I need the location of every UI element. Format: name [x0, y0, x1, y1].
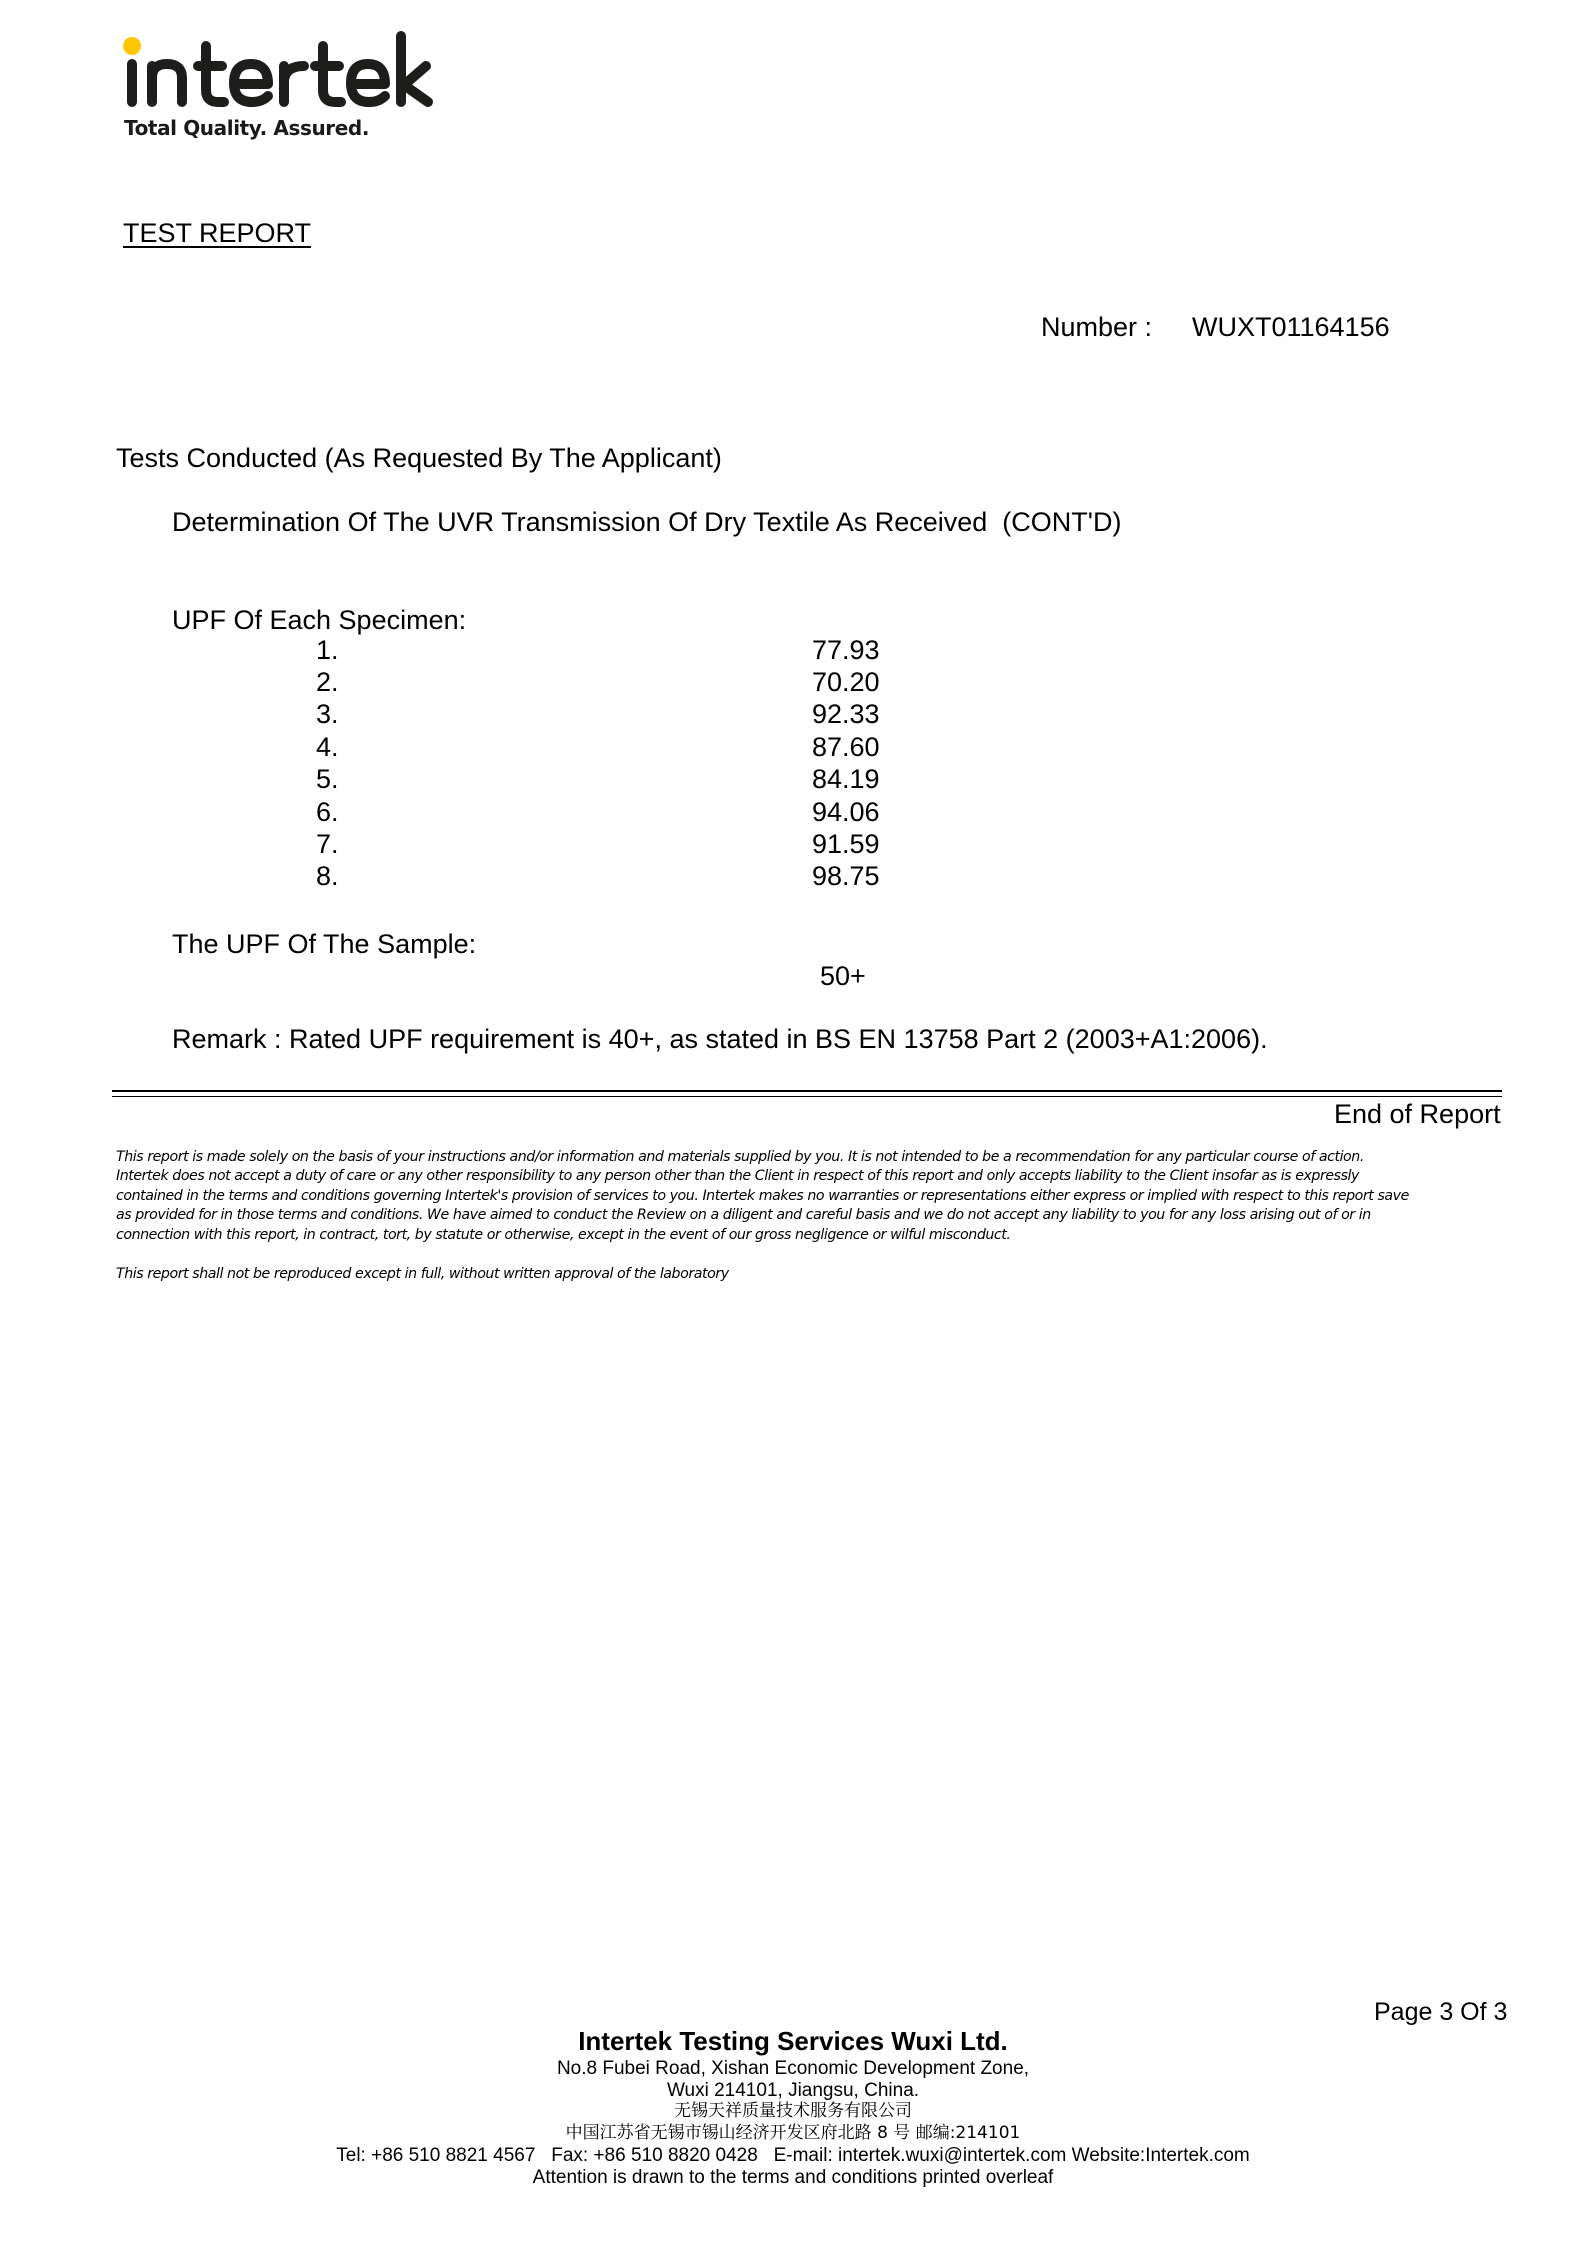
- specimen-index: 2.: [316, 667, 339, 697]
- specimen-upf-value: 87.60: [812, 732, 880, 762]
- disclaimer-line: Intertek does not accept a duty of care or any other responsibility to any person other than the Client in respect of this report and only accepts liability to the Client insofar as is expressly: [116, 1168, 1359, 1185]
- specimen-upf-value: 94.06: [812, 797, 880, 827]
- specimen-upf-value: 98.75: [812, 861, 880, 891]
- disclaimer-line: This report is made solely on the basis of your instructions and/or information and materials supplied by you. It is not intended to be a recommendation for any particular course of action.: [116, 1149, 1364, 1165]
- test-method-title: Determination Of The UVR Transmission Of Dry Textile As Received (CONT'D): [172, 507, 1122, 537]
- reproduction-notice: This report shall not be reproduced except in full, without written approval of the laboratory: [116, 1266, 729, 1282]
- disclaimer-line: connection with this report, in contract, tort, by statute or otherwise, except in the event of our gross negligence or wilful misconduct.: [116, 1226, 1011, 1243]
- specimen-index: 3.: [316, 699, 339, 729]
- disclaimer-line: as provided for in those terms and conditions. We have aimed to conduct the Review on a diligent and careful basis and we do not accept any liability to you for any loss arising out of or in: [116, 1207, 1371, 1224]
- specimen-upf-value: 84.19: [812, 764, 880, 794]
- disclaimer-paragraph: [116, 1148, 1409, 1245]
- divider-rule: [112, 1090, 1502, 1092]
- report-number-value: WUXT01164156: [1192, 312, 1390, 342]
- sample-upf-heading: The UPF Of The Sample:: [172, 929, 477, 959]
- footer-address-line: Wuxi 214101, Jiangsu, China.: [666, 2080, 920, 2101]
- report-number-label: Number :: [1041, 312, 1153, 342]
- footer-company-name: Intertek Testing Services Wuxi Ltd.: [578, 2026, 1008, 2056]
- specimen-index: 8.: [316, 861, 339, 891]
- footer-company-name-cn: 无锡天祥质量技术服务有限公司: [674, 2101, 912, 2121]
- logo-tagline: Total Quality. Assured.: [124, 116, 370, 140]
- specimen-upf-value: 91.59: [812, 829, 880, 859]
- specimen-index: 4.: [316, 732, 339, 762]
- report-title: TEST REPORT: [123, 218, 312, 248]
- specimen-index: 6.: [316, 797, 339, 827]
- footer-notice: Attention is drawn to the terms and conditions printed overleaf: [532, 2167, 1054, 2188]
- specimen-upf-value: 70.20: [812, 667, 880, 697]
- sample-upf-value: 50+: [820, 961, 866, 991]
- tests-conducted-heading: Tests Conducted (As Requested By The Applicant): [116, 443, 722, 473]
- logo-dot-icon: [123, 37, 141, 55]
- divider-rule: [112, 1096, 1502, 1097]
- footer-address-line: No.8 Fubei Road, Xishan Economic Development Zone,: [556, 2058, 1030, 2079]
- intertek-logo: [120, 28, 438, 110]
- end-of-report-label: End of Report: [1334, 1099, 1501, 1129]
- specimen-index: 1.: [316, 635, 339, 665]
- footer-contact-line: Tel: +86 510 8821 4567 Fax: +86 510 8820 0428 E-mail: intertek.wuxi@intertek.com Website:Intertek.com: [336, 2145, 1250, 2166]
- disclaimer-line: contained in the terms and conditions governing Intertek's provision of services to you. Intertek makes no warranties or representations either express or implied with respect to this report save: [116, 1187, 1409, 1204]
- page-number: Page 3 Of 3: [1374, 1998, 1508, 2026]
- upf-each-specimen-heading: UPF Of Each Specimen:: [172, 605, 467, 635]
- specimen-upf-value: 92.33: [812, 699, 880, 729]
- intertek-logo-graphic: [120, 28, 438, 110]
- remark-text: Remark : Rated UPF requirement is 40+, as stated in BS EN 13758 Part 2 (2003+A1:2006).: [172, 1024, 1268, 1054]
- specimen-upf-value: 77.93: [812, 635, 880, 665]
- footer-address-cn: 中国江苏省无锡市锡山经济开发区府北路 8 号 邮编:214101: [565, 2123, 1021, 2143]
- specimen-index: 5.: [316, 764, 339, 794]
- specimen-index: 7.: [316, 829, 339, 859]
